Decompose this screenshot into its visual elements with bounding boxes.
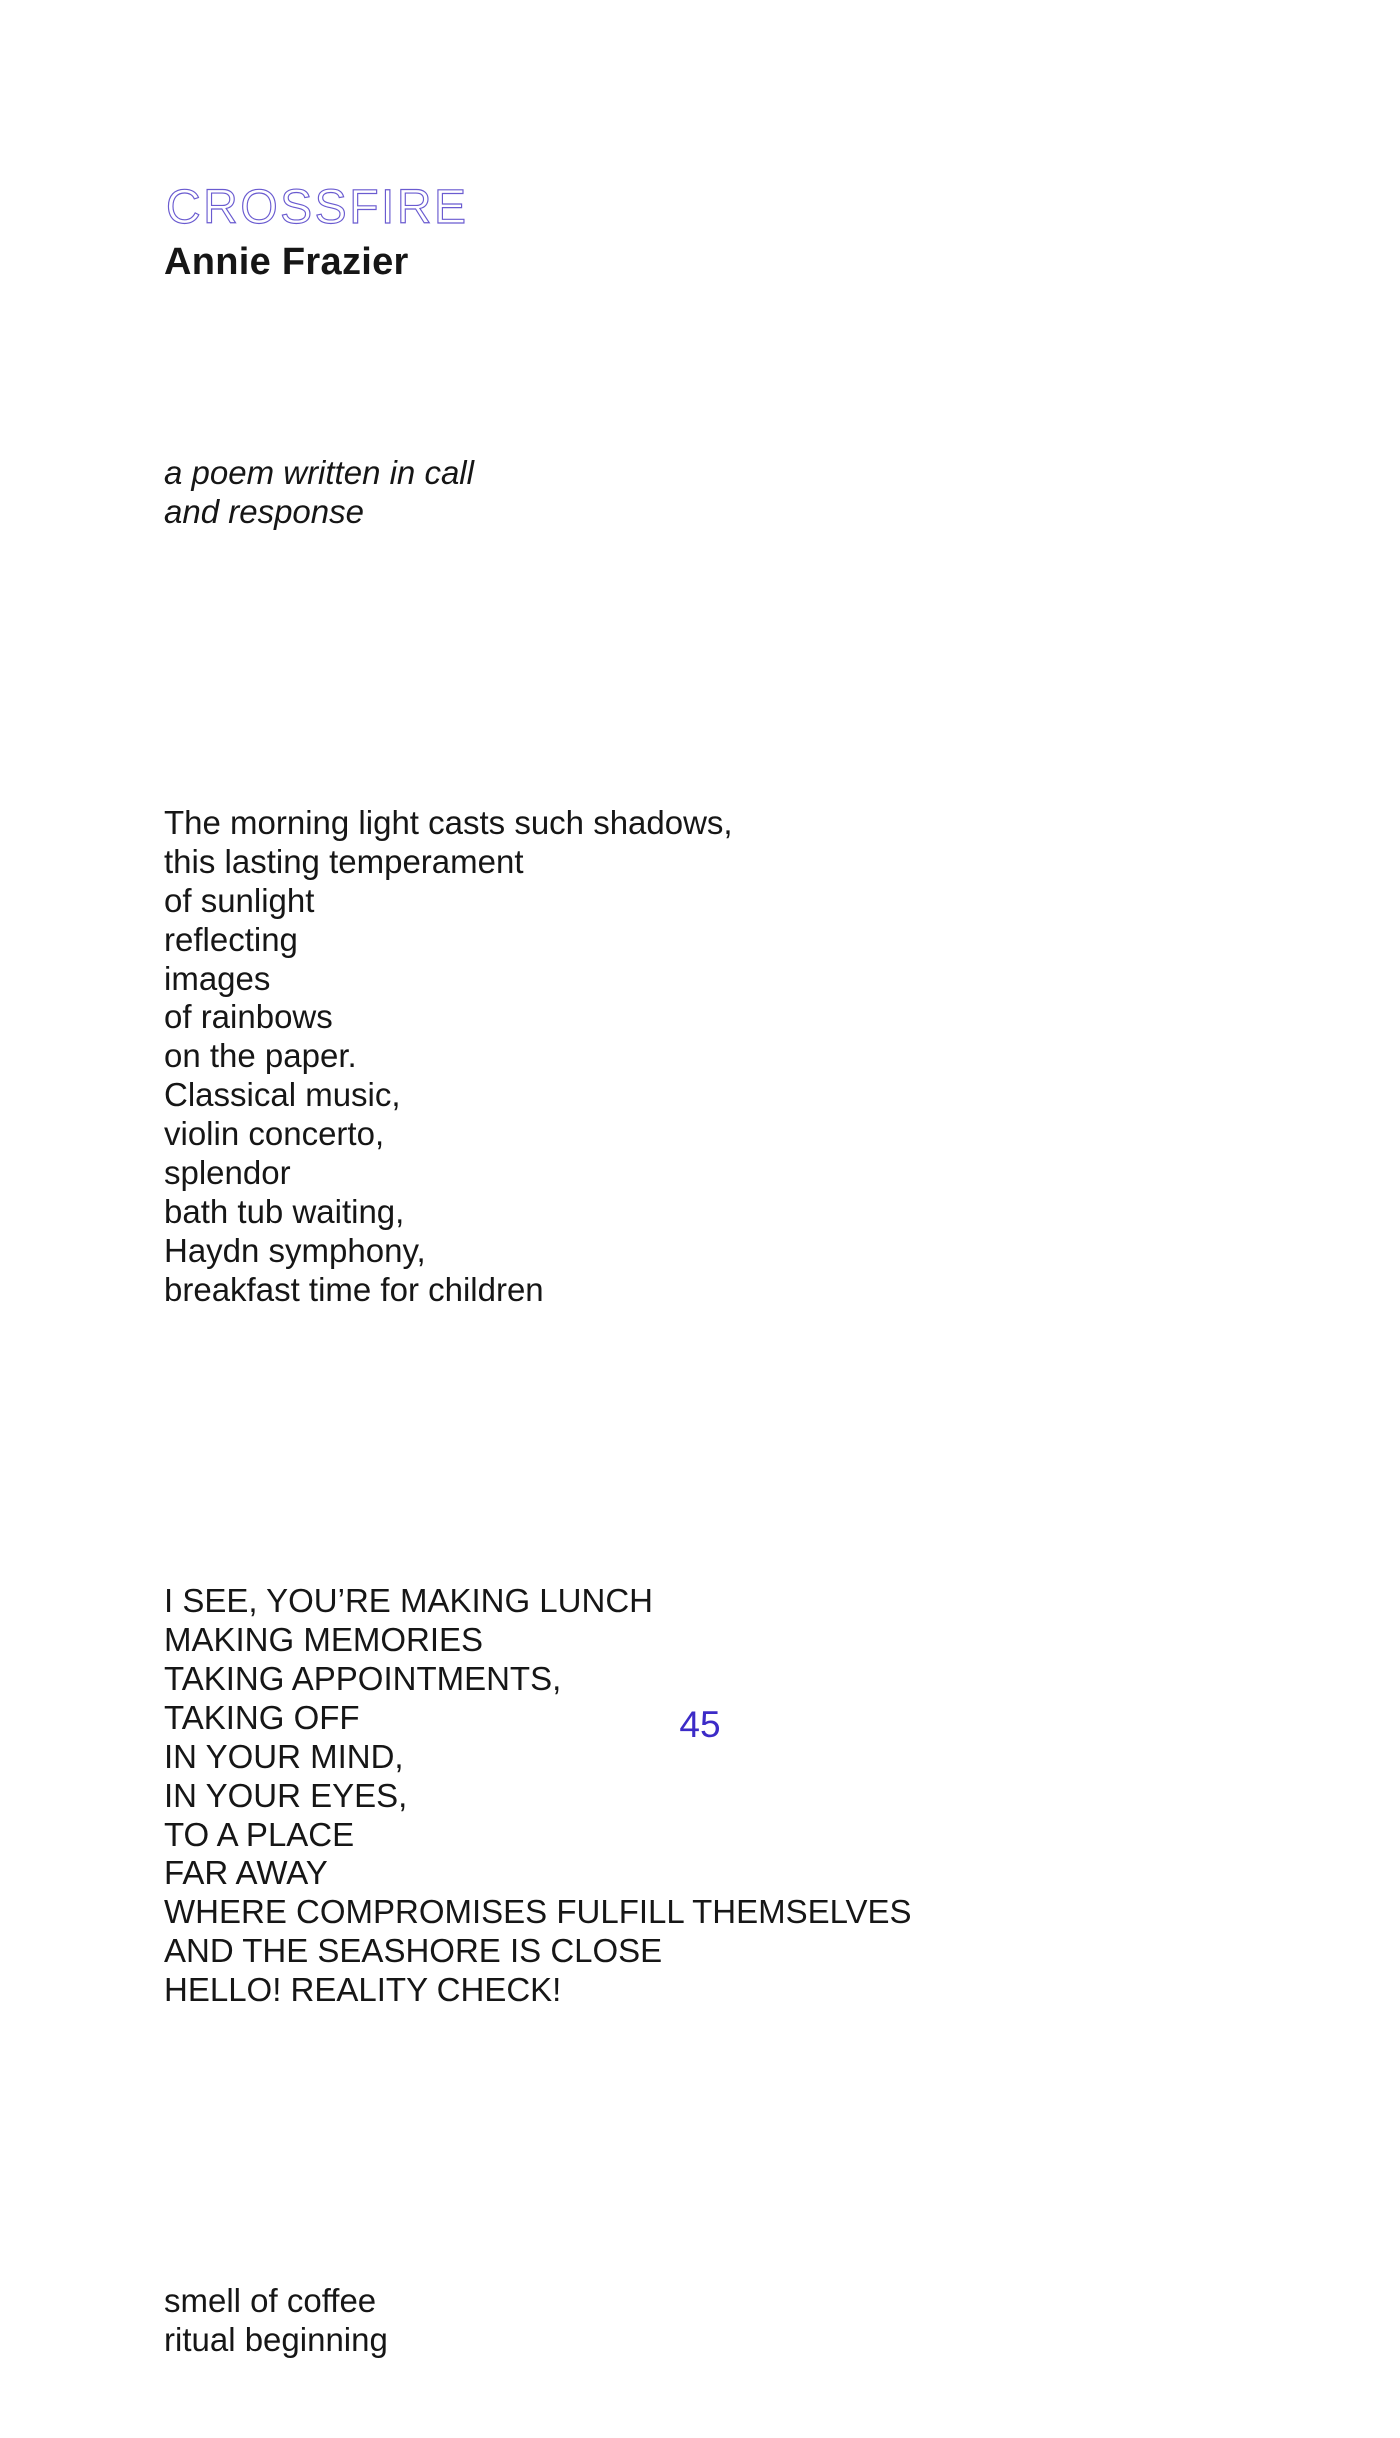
- poem-epigraph: [164, 454, 912, 532]
- poem-line: TO A PLACE: [164, 1815, 355, 1853]
- stanza-break: [164, 1426, 912, 1465]
- poem-line: reflecting: [164, 920, 298, 958]
- poem-line: TAKING APPOINTMENTS,: [164, 1659, 562, 1697]
- poem-line: Haydn symphony,: [164, 1231, 426, 1269]
- poem-line: The morning light casts such shadows,: [164, 803, 733, 841]
- poem-line: Classical music,: [164, 1076, 401, 1114]
- poem-stanza-2: [164, 1582, 912, 2010]
- poem-line: a poem written in call: [164, 453, 474, 491]
- poem-line: I SEE, YOU’RE MAKING LUNCH: [164, 1582, 653, 1620]
- poem-line: ritual beginning: [164, 2321, 388, 2359]
- poem-body: [164, 376, 912, 2438]
- poem-line: IN YOUR MIND,: [164, 1737, 404, 1775]
- poem-line: AND THE SEASHORE IS CLOSE: [164, 1932, 663, 1970]
- page-number: 45: [679, 1704, 721, 1745]
- poem-line: bath tub waiting,: [164, 1193, 405, 1231]
- stanza-break: [164, 2127, 912, 2166]
- poem-line: breakfast time for children: [164, 1270, 544, 1308]
- poem-line: images: [164, 959, 271, 997]
- poem-line: FAR AWAY: [164, 1854, 328, 1892]
- poem-line: and response: [164, 492, 364, 530]
- poem-line: of sunlight: [164, 881, 315, 919]
- poem-line: smell of coffee: [164, 2282, 377, 2320]
- poem-line: HELLO! REALITY CHECK!: [164, 1971, 562, 2009]
- poem-line: WHERE COMPROMISES FULFILL THEMSELVES: [164, 1893, 912, 1931]
- poem-line: of rainbows: [164, 998, 333, 1036]
- poem-line: violin concerto,: [164, 1115, 385, 1153]
- poem-stanza-3: [164, 2282, 912, 2360]
- poem-line: this lasting temperament: [164, 842, 524, 880]
- poem-author: Annie Frazier: [164, 241, 409, 283]
- poem-line: splendor: [164, 1154, 291, 1192]
- poem-line: on the paper.: [164, 1037, 357, 1075]
- poem-line: TAKING OFF: [164, 1698, 360, 1736]
- poem-title: CROSSFIRE: [166, 181, 469, 235]
- poem-line: MAKING MEMORIES: [164, 1620, 484, 1658]
- poem-line: IN YOUR EYES,: [164, 1776, 408, 1814]
- poem-stanza-1: [164, 804, 912, 1310]
- stanza-break: [164, 648, 912, 687]
